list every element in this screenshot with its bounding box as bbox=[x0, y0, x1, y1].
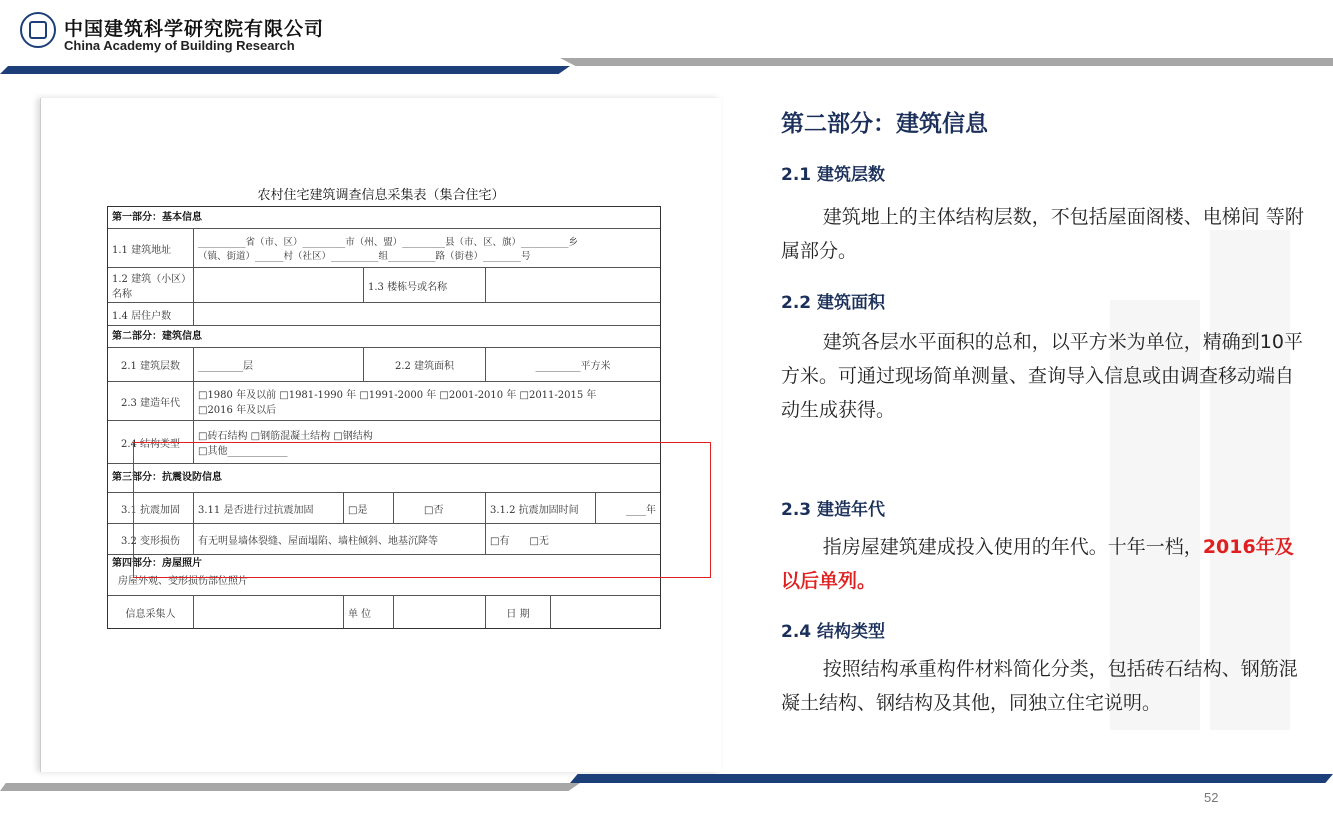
table-cell: □否 bbox=[394, 493, 486, 523]
heading-2-1: 2.1 建筑层数 bbox=[781, 165, 886, 185]
paragraph-2-1: 建筑地上的主体结构层数，不包括屋面阁楼、电梯间 等附属部分。 bbox=[781, 206, 1304, 262]
table-row bbox=[108, 303, 660, 326]
table-cell bbox=[486, 268, 660, 302]
form-image bbox=[40, 98, 721, 772]
table-cell: 日 期 bbox=[486, 596, 551, 628]
table-row bbox=[108, 596, 660, 628]
address-line-1: __________省（市、区）_________市（州、盟）_________县（市、区、旗）__________乡 bbox=[198, 237, 579, 248]
section-title: 第二部分：建筑信息 bbox=[781, 111, 988, 137]
table-cell: 1.2 建筑（小区）名称 bbox=[108, 268, 194, 302]
org-name-cn: 中国建筑科学研究院有限公司 bbox=[64, 18, 325, 40]
table-cell bbox=[194, 268, 364, 302]
table-cell: 单 位 bbox=[344, 596, 394, 628]
table-row bbox=[108, 382, 660, 421]
heading-2-4: 2.4 结构类型 bbox=[781, 622, 886, 642]
form-title: 农村住宅建筑调查信息采集表（集合住宅） bbox=[257, 188, 505, 203]
table-cell: 2.4 结构类型 bbox=[108, 421, 194, 463]
table-cell bbox=[194, 229, 660, 267]
year-options-line-2: □2016 年及以后 bbox=[198, 405, 277, 416]
table-cell: 3.2 变形损伤 bbox=[108, 524, 194, 554]
table-cell: 有无明显墙体裂缝、屋面塌陷、墙柱倾斜、地基沉降等 bbox=[194, 524, 486, 554]
paragraph-2-4: 按照结构承重构件材料简化分类，包括砖石结构、钢筋混凝土结构、钢结构及其他，同独立住宅说明。 bbox=[781, 658, 1298, 714]
table-cell: 信息采集人 bbox=[108, 596, 194, 628]
footer-divider-gray bbox=[0, 783, 580, 791]
table-cell: □有 □无 bbox=[490, 535, 549, 547]
footer-divider-blue bbox=[570, 774, 1333, 783]
table-cell: 3.11 是否进行过抗震加固 bbox=[194, 493, 344, 523]
table-cell: ____年 bbox=[626, 504, 656, 516]
table-cell bbox=[194, 303, 660, 325]
table-cell: 2.1 建筑层数 bbox=[108, 348, 194, 381]
form-section-2: 第二部分：建筑信息 bbox=[108, 326, 660, 348]
table-cell: 3.1 抗震加固 bbox=[108, 493, 194, 523]
table-cell: _________平方米 bbox=[535, 361, 611, 372]
table-cell: _________层 bbox=[194, 348, 364, 381]
year-options-line-1: □1980 年及以前 □1981-1990 年 □1991-2000 年 □2001-2010 年 □2011-2015 年 bbox=[198, 390, 597, 401]
table-row bbox=[108, 348, 660, 382]
table-cell bbox=[194, 382, 660, 420]
heading-2-2: 2.2 建筑面积 bbox=[781, 293, 886, 313]
form-section-1: 第一部分：基本信息 bbox=[108, 207, 660, 229]
org-name-en: China Academy of Building Research bbox=[64, 38, 295, 53]
table-cell: 3.1.2 抗震加固时间 bbox=[486, 493, 596, 523]
paragraph-2-3 bbox=[781, 530, 1307, 598]
page-number: 52 bbox=[1204, 790, 1219, 805]
form-section-3: 第三部分：抗震设防信息 bbox=[108, 464, 660, 493]
header-divider-gray bbox=[560, 58, 1333, 66]
structure-options-line-2: □其他____________ bbox=[198, 446, 288, 457]
table-cell: 1.3 楼栋号或名称 bbox=[364, 268, 486, 302]
table-cell: 1.4 居住户数 bbox=[108, 303, 194, 325]
form-section-4: 第四部分：房屋照片 bbox=[112, 558, 202, 569]
header-divider-blue bbox=[0, 66, 570, 74]
table-cell: □是 bbox=[344, 493, 394, 523]
table-cell: 1.1 建筑地址 bbox=[108, 229, 194, 267]
table-cell: 2.2 建筑面积 bbox=[364, 348, 486, 381]
table-cell bbox=[194, 596, 344, 628]
table-cell: 2.3 建造年代 bbox=[108, 382, 194, 420]
photo-note: 房屋外观、变形损伤部位照片 bbox=[108, 573, 660, 596]
company-logo bbox=[20, 12, 56, 48]
structure-options-line-1: □砖石结构 □钢筋混凝土结构 □钢结构 bbox=[198, 431, 373, 442]
table-row bbox=[108, 268, 660, 303]
paragraph-2-2: 建筑各层水平面积的总和，以平方米为单位，精确到10平方米。可通过现场简单测量、查询导入信息或由调查移动端自动生成获得。 bbox=[781, 331, 1303, 421]
highlight-text: 2016年及以后单列。 bbox=[781, 536, 1294, 592]
address-line-2: （镇、街道）______村（社区）__________组__________路（街巷）________号 bbox=[198, 251, 531, 262]
table-cell bbox=[394, 596, 486, 628]
table-cell bbox=[551, 596, 660, 628]
paragraph-2-3-text: 指房屋建筑建成投入使用的年代。十年一档， bbox=[822, 536, 1203, 558]
table-row bbox=[108, 229, 660, 268]
heading-2-3: 2.3 建造年代 bbox=[781, 500, 886, 520]
highlight-box bbox=[133, 442, 711, 578]
